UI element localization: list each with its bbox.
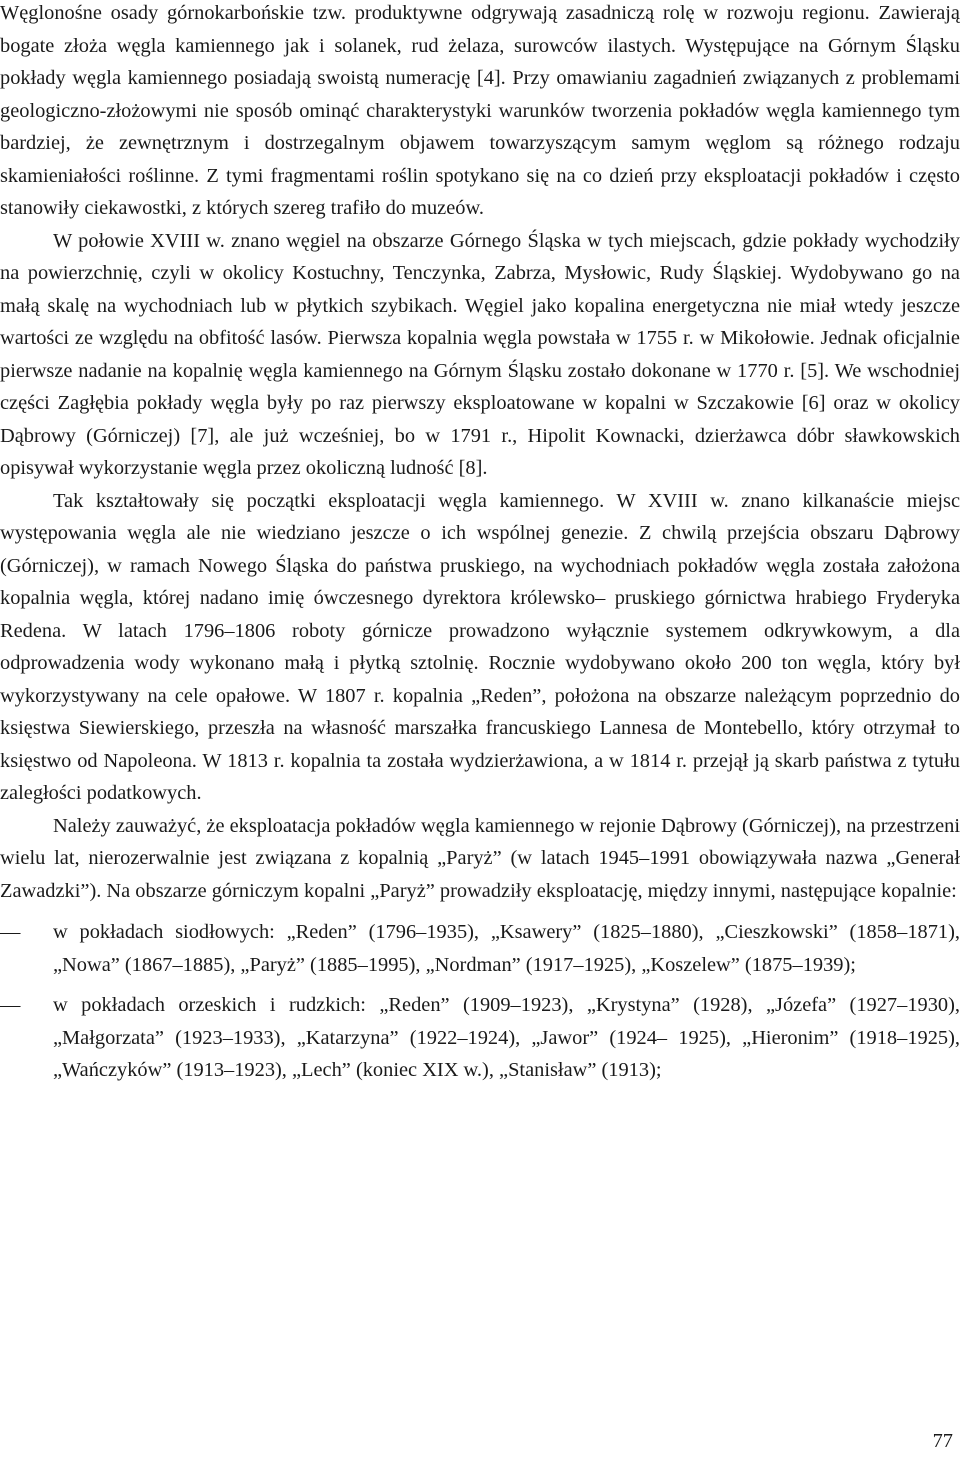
paragraph-1: Węglonośne osady górnokarbońskie tzw. produktywne odgrywają zasadniczą rolę w rozwoju regionu. Zawierają bogate złoża węgla kamiennego jak i solanek, rud żelaza, surowców ilastych. Występujące na Górnym Śląsku pokłady węgla kamiennego posiadają swoistą numerację [4]. Przy omawianiu zagadnień związanych z problemami geologiczno-złożowymi nie sposób ominąć charakterystyki warunków tworzenia pokładów węgla kamiennego tym bardziej, że zewnętrznym i dostrzegalnym objawem towarzyszącym samym węglom są różnego rodzaju skamieniałości roślinne. Z tymi fragmentami roślin spotykano się na co dzień przy eksploatacji pokładów i często stanowiły ciekawostki, z których szereg trafiło do muzeów. [0,2,960,219]
list-item-text: w pokładach orzeskich i rudzkich: „Reden” (1909–1923), „Krystyna” (1928), „Józefa” (1927–1930), „Małgorzata” (1923–1933), „Katarzyna” (1922–1924), „Jawor” (1924– 1925), „Hieronim” (1918–1925), „Wańczyków” (1913–1923), „Lech” (koniec XIX w.), „Stanisław” (1913); [53,994,960,1081]
list-item [0,916,960,981]
dash-bullet: — [0,994,21,1016]
list-item-text: w pokładach siodłowych: „Reden” (1796–1935), „Ksawery” (1825–1880), „Cieszkowski” (1858–1871), „Nowa” (1867–1885), „Paryż” (1885–1995), „Nordman” (1917–1925), „Koszelew” (1875–1939); [53,921,960,976]
list-item [0,989,960,1087]
mines-list [0,916,960,1087]
paragraph-4: Należy zauważyć, że eksploatacja pokładów węgla kamiennego w rejonie Dąbrowy (Górniczej), na przestrzeni wielu lat, nierozerwalnie jest związana z kopalnią „Paryż” (w latach 1945–1991 obowiązywała nazwa „Generał Zawadzki”). Na obszarze górniczym kopalni „Paryż” prowadziły eksploatację, między innymi, następujące kopalnie: [0,814,960,902]
dash-bullet: — [0,921,21,943]
paragraph-3: Tak kształtowały się początki eksploatacji węgla kamiennego. W XVIII w. znano kilkanaście miejsc występowania węgla ale nie wiedziano jeszcze o ich wspólnej genezie. Z chwilą przejścia obszaru Dąbrowy (Górniczej), w ramach Nowego Śląska do państwa pruskiego, na wychodniach pokładów węgla została założona kopalnia węgla, której nadano imię ówczesnego dyrektora królewsko– pruskiego górnictwa hrabiego Fryderyka Redena. W latach 1796–1806 roboty górnicze prowadzono wyłącznie systemem odkrywkowym, a dla odprowadzenia wody wykonano małą i płytką sztolnię. Rocznie wydobywano około 200 ton węgla, który był wykorzystywany na cele opałowe. W 1807 r. kopalnia „Reden”, położona na obszarze należącym poprzednio do księstwa Siewierskiego, przeszła na własność marszałka francuskiego Lannesa de Montebello, który otrzymał to księstwo od Napoleona. W 1813 r. kopalnia ta została wydzierżawiona, a w 1814 r. przejął ją skarb państwa z tytułu zaległości podatkowych. [0,489,960,804]
paragraph-2: W połowie XVIII w. znano węgiel na obszarze Górnego Śląska w tych miejscach, gdzie pokłady wychodziły na powierzchnię, czyli w okolicy Kostuchny, Tenczynka, Zabrza, Mysłowic, Rudy Śląskiej. Wydobywano go na małą skalę na wychodniach lub w płytkich szybikach. Węgiel jako kopalina energetyczna nie miał wtedy jeszcze wartości ze względu na obfitość lasów. Pierwsza kopalnia węgla powstała w 1755 r. w Mikołowie. Jednak oficjalnie pierwsze nadanie na kopalnię węgla kamiennego na Górnym Śląsku zostało dokonane w 1770 r. [5]. We wschodniej części Zagłębia pokłady węgla były po raz pierwszy eksploatowane w kopalni w Szczakowie [6] oraz w okolicy Dąbrowy (Górniczej) [7], ale już wcześniej, bo w 1791 r., Hipolit Kownacki, dzierżawca dóbr sławkowskich opisywał wykorzystanie węgla przez okoliczną ludność [8]. [0,229,960,479]
page-number: 77 [932,1430,953,1452]
